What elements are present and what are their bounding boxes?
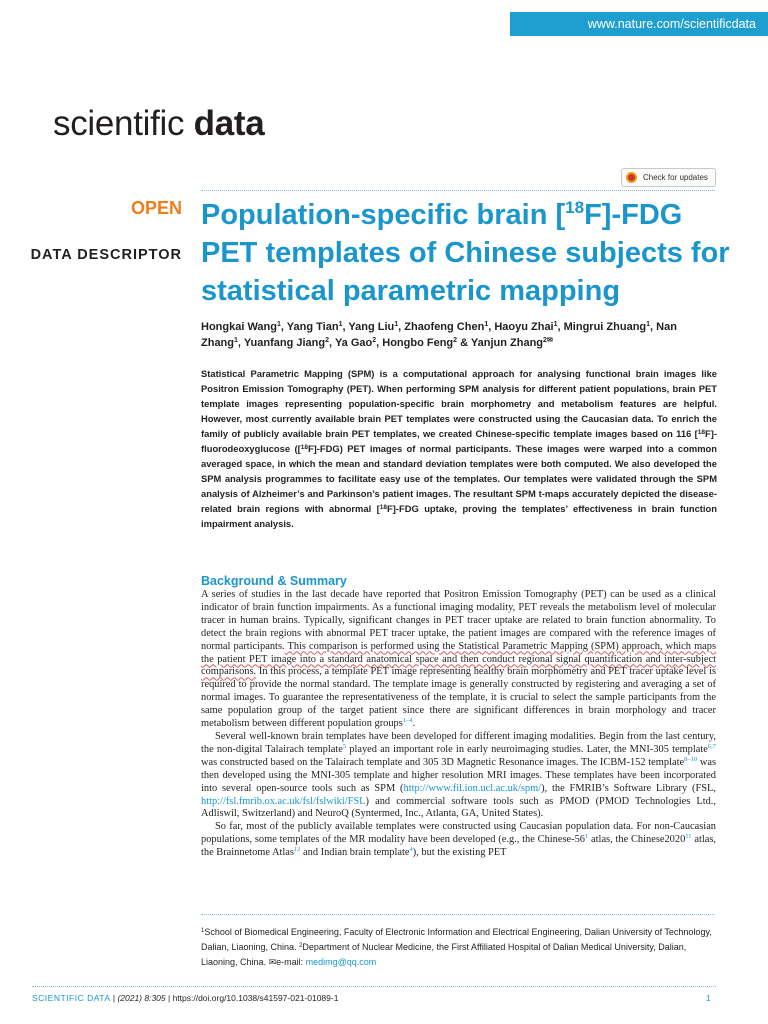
reference-link[interactable]: 1–4 <box>402 717 413 725</box>
article-title: Population-specific brain [$^{18}$F]-FDG PET templates of Chinese subjects for statistical parametric mapping <box>201 198 730 307</box>
footer-doi[interactable]: | https://doi.org/10.1038/s41597-021-01089-1 <box>165 993 339 1003</box>
reference-link[interactable]: 12 <box>293 846 301 854</box>
footer-citation: (2021) 8:305 <box>117 993 166 1003</box>
reference-link[interactable]: 6,7 <box>707 742 716 750</box>
article-type-label: DATA DESCRIPTOR <box>30 247 182 263</box>
footer-journal-name: SCIENTIFIC DATA <box>32 993 111 1003</box>
header-divider <box>201 190 715 191</box>
paragraph-1: A series of studies in the last decade have reported that Positron Emission Tomography (PET) can be used as a clinical indicator of brain function impairments. As a functional imaging modality, PET reveals the metabolism level of molecular tracer in human brains. Typically, significant changes in PET tracer uptake are related to brain function abnormality. To detect the brain regions with abnormal PET tracer uptake, the patient images are compared with the reference images of normal participants. This comparison is performed using the Statistical Parametric Mapping (SPM) approach, which maps the patient PET image into a standard anatomical space and then conduct regional signal quantification and inter-subject comparisons. In this process, a template PET image representing healthy brain morphometry and PET tracer uptake level is required to provide the normal standard. The template image is generally constructed by registering and averaging a set of normal images. To guarantee the representativeness of the template, it is crucial to select the sample participants from the same population group of the target patient since there are significant differences in brain morphology and tracer metabolism between different population groups$^{1-4}$. <box>201 589 716 730</box>
crossmark-icon <box>626 172 637 183</box>
mail-icon: ✉ <box>268 957 277 967</box>
reference-link[interactable]: 4 <box>409 846 413 854</box>
paragraph-3: So far, most of the publicly available templates were constructed using Caucasian population data. For non-Caucasian populations, some templates of the MR modality have been developed (e.g., the Chinese-$56^1$ atlas, the Chinese2020$^{11}$ atlas, the Brainnetome Atlas$^{12}$ and Indian brain template$^4$), but the existing PET <box>201 821 716 859</box>
section-heading-background: Background & Summary <box>201 574 347 588</box>
paragraph-2: Several well-known brain templates have been developed for different imaging modalities. Begin from the last century, the non-digital Talairach template$^5$ played an important role in early neuroimaging studies. Later, the MNI-305 template$^{6,7}$ was constructed based on the Talairach template and 305 3D Magnetic Resonance images. The ICBM-152 template$^{8-10}$ was then developed using the MNI-305 template and higher resolution MRI images. These templates have been incorporated into several open-source tools such as SPM (http://www.fil.ion.ucl.ac.uk/spm/), the FMRIB’s Software Library (FSL, http://fsl.fmrib.ox.ac.uk/fsl/fslwiki/FSL) and commercial software tools such as PMOD (PMOD Technologies Ltd., Adliswil, Switzerland) and NeuroQ (Syntermed, Inc., Atlanta, GA, United States). <box>201 730 716 820</box>
affiliations-footnote: $^1$School of Biomedical Engineering, Faculty of Electronic Information and Electrical Engineering, Dalian University of Technology, Dalian, Liaoning, China. $^2$Department of Nuclear Medicine, the First Affiliated Hospital of Dalian Medical University, Dalian, Liaoning, China. ✉e-mail: medimg@qq.com <box>201 927 712 967</box>
spm-link[interactable]: http://www.fil.ion.ucl.ac.uk/spm/ <box>403 782 542 794</box>
reference-link[interactable]: 11 <box>685 833 692 841</box>
footnote-divider <box>201 914 715 915</box>
reference-link[interactable]: 8–10 <box>684 755 698 763</box>
journal-name-light: scientific <box>53 104 185 143</box>
journal-url-banner[interactable] <box>510 12 768 36</box>
footer-divider <box>32 986 716 987</box>
page-number: 1 <box>706 993 711 1003</box>
mail-icon[interactable]: ✉ <box>546 337 553 344</box>
abstract: Statistical Parametric Mapping (SPM) is a computational approach for analysing functional brain images like Positron Emission Tomography (PET). When performing SPM analysis for different patient populations, brain PET template images representing population-specific brain morphometry and metabolism features are helpful. However, most currently available brain PET templates were constructed using the Caucasian data. To enrich the family of publicly available brain PET templates, we created Chinese-specific template images based on 116 [$^{18}$F]-fluorodeoxyglucose ([$^{18}$F]-FDG) PET images of normal participants. These images were warped into a common averaged space, in which the mean and standard deviation templates were both computed. We also developed the SPM analysis programmes to facilitate easy use of the templates. Our templates were validated through the SPM analysis of Alzheimer’s and Parkinson’s patient images. The resultant SPM t-maps accurately depicted the disease-related brain regions with abnormal [$^{18}$F]-FDG uptake, proving the templates’ effectiveness in brain function impairment analysis. <box>201 368 717 529</box>
open-access-label: OPEN <box>130 198 182 218</box>
journal-logo <box>53 104 264 144</box>
check-for-updates-label: Check for updates <box>643 173 708 182</box>
fsl-link[interactable]: http://fsl.fmrib.ox.ac.uk/fsl/fslwiki/FSL <box>201 795 366 807</box>
reference-link[interactable]: 1 <box>585 833 589 841</box>
body-text <box>201 589 716 860</box>
author-list: Hongkai Wang$^1$, Yang Tian$^1$, Yang Liu$^1$, Zhaofeng Chen$^1$, Haoyu Zhai$^1$, Mingrui Zhuang$^1$, Nan Zhang$^1$, Yuanfang Jiang$^2$, Ya Gao$^2$, Hongbo Feng$^2$ & Yanjun Zhang$^{2✉}$ <box>201 321 677 349</box>
email-link[interactable]: medimg@qq.com <box>305 957 377 967</box>
check-for-updates-button[interactable] <box>621 168 716 187</box>
reference-link[interactable]: 5 <box>342 742 347 750</box>
journal-name-bold: data <box>193 104 265 143</box>
journal-url[interactable]: www.nature.com/scientificdata <box>587 17 756 31</box>
page-footer: SCIENTIFIC DATA | (2021) 8:305 | https://doi.org/10.1038/s41597-021-01089-1 <box>32 993 339 1003</box>
